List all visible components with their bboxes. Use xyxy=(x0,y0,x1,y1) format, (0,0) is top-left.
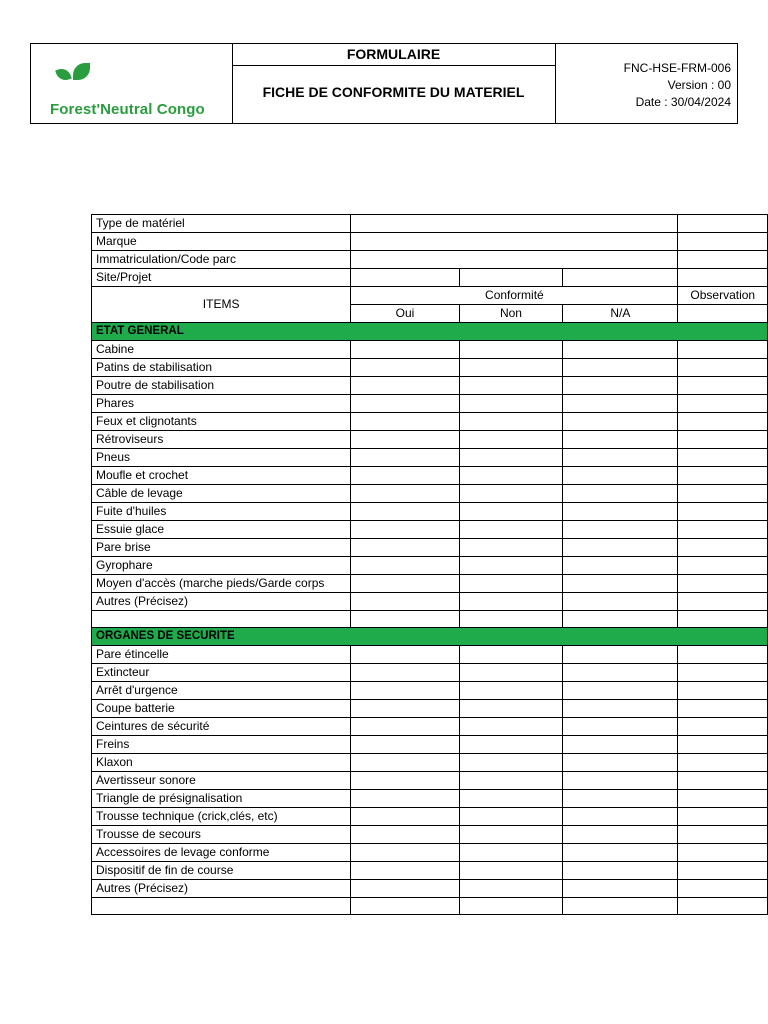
checklist-item-label: Freins xyxy=(92,736,351,754)
oui-checkbox-cell[interactable] xyxy=(351,700,459,718)
checklist-item-label: Autres (Précisez) xyxy=(92,593,351,611)
observation-field[interactable] xyxy=(678,305,768,323)
observation-field[interactable] xyxy=(678,880,768,898)
checklist-item-label: Pare brise xyxy=(92,539,351,557)
company-logo-text: Forest'Neutral Congo xyxy=(50,101,205,118)
info-extra-field[interactable] xyxy=(678,215,768,233)
observation-field[interactable] xyxy=(678,593,768,611)
checklist-item-label: Pneus xyxy=(92,449,351,467)
info-value-field[interactable] xyxy=(563,269,678,287)
observation-field[interactable] xyxy=(678,790,768,808)
info-value-field[interactable] xyxy=(351,251,678,269)
observation-field[interactable] xyxy=(678,700,768,718)
na-checkbox-cell[interactable] xyxy=(563,700,678,718)
checklist-item-label: Avertisseur sonore xyxy=(92,772,351,790)
observation-field[interactable] xyxy=(678,772,768,790)
leaf-icon xyxy=(55,66,72,83)
checklist-row xyxy=(92,682,768,700)
info-label: Immatriculation/Code parc xyxy=(92,251,351,269)
na-checkbox-cell[interactable] xyxy=(563,377,678,395)
oui-checkbox-cell[interactable] xyxy=(351,413,459,431)
checklist-item-label: Dispositif de fin de course xyxy=(92,862,351,880)
non-checkbox-cell[interactable] xyxy=(459,754,563,772)
checklist-row xyxy=(92,646,768,664)
blank-item-field[interactable] xyxy=(92,898,351,915)
na-checkbox-cell[interactable] xyxy=(563,844,678,862)
na-checkbox-cell[interactable] xyxy=(563,503,678,521)
info-label: Type de matériel xyxy=(92,215,351,233)
non-checkbox-cell[interactable] xyxy=(459,341,563,359)
oui-checkbox-cell[interactable] xyxy=(351,664,459,682)
checklist-row xyxy=(92,772,768,790)
na-checkbox-cell[interactable] xyxy=(563,485,678,503)
blank-row xyxy=(92,898,768,915)
checklist-item-label: Triangle de présignalisation xyxy=(92,790,351,808)
observation-field[interactable] xyxy=(678,377,768,395)
checklist-row xyxy=(92,557,768,575)
info-row xyxy=(92,251,768,269)
na-checkbox-cell[interactable] xyxy=(563,341,678,359)
checklist-row xyxy=(92,467,768,485)
checklist-row xyxy=(92,377,768,395)
checklist-item-label: Cabine xyxy=(92,341,351,359)
checklist-item-label: Fuite d'huiles xyxy=(92,503,351,521)
checklist-item-label: Moufle et crochet xyxy=(92,467,351,485)
info-row xyxy=(92,215,768,233)
na-checkbox-cell[interactable] xyxy=(563,467,678,485)
items-header: ITEMS xyxy=(92,287,351,323)
oui-header: Oui xyxy=(351,305,459,323)
checklist-row xyxy=(92,862,768,880)
logo-cell xyxy=(31,44,233,123)
info-label: Site/Projet xyxy=(92,269,351,287)
na-checkbox-cell[interactable] xyxy=(563,359,678,377)
column-header-row xyxy=(92,287,768,305)
na-checkbox-cell[interactable] xyxy=(563,826,678,844)
observation-field[interactable] xyxy=(678,611,768,628)
oui-checkbox-cell[interactable] xyxy=(351,449,459,467)
observation-field[interactable] xyxy=(678,826,768,844)
non-checkbox-cell[interactable] xyxy=(459,575,563,593)
na-checkbox-cell[interactable] xyxy=(563,862,678,880)
checklist-row xyxy=(92,413,768,431)
oui-checkbox-cell[interactable] xyxy=(351,377,459,395)
info-value-field[interactable] xyxy=(351,233,678,251)
checklist-row xyxy=(92,700,768,718)
checklist-row xyxy=(92,449,768,467)
checklist-row xyxy=(92,521,768,539)
observation-field[interactable] xyxy=(678,431,768,449)
oui-checkbox-cell[interactable] xyxy=(351,826,459,844)
info-value-field[interactable] xyxy=(351,269,459,287)
non-checkbox-cell[interactable] xyxy=(459,646,563,664)
oui-checkbox-cell[interactable] xyxy=(351,646,459,664)
checklist-row xyxy=(92,754,768,772)
oui-checkbox-cell[interactable] xyxy=(351,359,459,377)
title-cell xyxy=(232,44,556,123)
info-label: Marque xyxy=(92,233,351,251)
checklist-item-label: Accessoires de levage conforme xyxy=(92,844,351,862)
info-extra-field[interactable] xyxy=(678,233,768,251)
na-checkbox-cell[interactable] xyxy=(563,754,678,772)
checklist-item-label: Pare étincelle xyxy=(92,646,351,664)
oui-checkbox-cell[interactable] xyxy=(351,862,459,880)
non-checkbox-cell[interactable] xyxy=(459,395,563,413)
observation-field[interactable] xyxy=(678,682,768,700)
observation-field[interactable] xyxy=(678,898,768,915)
na-header: N/A xyxy=(563,305,678,323)
na-checkbox-cell[interactable] xyxy=(563,736,678,754)
non-checkbox-cell[interactable] xyxy=(459,736,563,754)
non-checkbox-cell[interactable] xyxy=(459,467,563,485)
checklist-row xyxy=(92,359,768,377)
na-checkbox-cell[interactable] xyxy=(563,431,678,449)
checklist-row xyxy=(92,503,768,521)
non-checkbox-cell[interactable] xyxy=(459,682,563,700)
oui-checkbox-cell[interactable] xyxy=(351,844,459,862)
checklist-row xyxy=(92,664,768,682)
non-header: Non xyxy=(459,305,563,323)
oui-checkbox-cell[interactable] xyxy=(351,772,459,790)
info-extra-field[interactable] xyxy=(678,269,768,287)
document-reference: FNC-HSE-FRM-006 xyxy=(623,61,731,75)
checklist-row xyxy=(92,593,768,611)
checklist-item-label: Klaxon xyxy=(92,754,351,772)
observation-field[interactable] xyxy=(678,736,768,754)
checklist-item-label: Poutre de stabilisation xyxy=(92,377,351,395)
na-checkbox-cell[interactable] xyxy=(563,395,678,413)
non-checkbox-cell[interactable] xyxy=(459,664,563,682)
oui-checkbox-cell[interactable] xyxy=(351,898,459,915)
observation-field[interactable] xyxy=(678,485,768,503)
checklist-row xyxy=(92,844,768,862)
oui-checkbox-cell[interactable] xyxy=(351,503,459,521)
checklist-item-label: Moyen d'accès (marche pieds/Garde corps xyxy=(92,575,351,593)
conformite-header: Conformité xyxy=(351,287,678,305)
conformity-table xyxy=(91,214,768,915)
info-value-field[interactable] xyxy=(351,215,678,233)
oui-checkbox-cell[interactable] xyxy=(351,557,459,575)
non-checkbox-cell[interactable] xyxy=(459,611,563,628)
oui-checkbox-cell[interactable] xyxy=(351,467,459,485)
observation-field[interactable] xyxy=(678,718,768,736)
non-checkbox-cell[interactable] xyxy=(459,700,563,718)
checklist-item-label: Autres (Précisez) xyxy=(92,880,351,898)
non-checkbox-cell[interactable] xyxy=(459,557,563,575)
na-checkbox-cell[interactable] xyxy=(563,718,678,736)
blank-item-field[interactable] xyxy=(92,611,351,628)
form-title: FICHE DE CONFORMITE DU MATERIEL xyxy=(262,84,525,100)
non-checkbox-cell[interactable] xyxy=(459,359,563,377)
na-checkbox-cell[interactable] xyxy=(563,664,678,682)
oui-checkbox-cell[interactable] xyxy=(351,790,459,808)
observation-field[interactable] xyxy=(678,413,768,431)
oui-checkbox-cell[interactable] xyxy=(351,575,459,593)
document-date: Date : 30/04/2024 xyxy=(635,95,731,109)
leaf-icon xyxy=(73,63,90,80)
non-checkbox-cell[interactable] xyxy=(459,539,563,557)
na-checkbox-cell[interactable] xyxy=(563,808,678,826)
na-checkbox-cell[interactable] xyxy=(563,521,678,539)
non-checkbox-cell[interactable] xyxy=(459,413,563,431)
checklist-row xyxy=(92,718,768,736)
observation-field[interactable] xyxy=(678,359,768,377)
observation-field[interactable] xyxy=(678,467,768,485)
blank-row xyxy=(92,611,768,628)
document-version: Version : 00 xyxy=(667,78,731,92)
observation-header: Observation xyxy=(678,287,768,305)
non-checkbox-cell[interactable] xyxy=(459,790,563,808)
checklist-item-label: Extincteur xyxy=(92,664,351,682)
reference-cell xyxy=(556,44,737,123)
section-title: ETAT GENERAL xyxy=(92,323,768,341)
oui-checkbox-cell[interactable] xyxy=(351,485,459,503)
oui-checkbox-cell[interactable] xyxy=(351,736,459,754)
checklist-row xyxy=(92,485,768,503)
section-header-row xyxy=(92,628,768,646)
oui-checkbox-cell[interactable] xyxy=(351,521,459,539)
observation-field[interactable] xyxy=(678,341,768,359)
observation-field[interactable] xyxy=(678,539,768,557)
oui-checkbox-cell[interactable] xyxy=(351,593,459,611)
non-checkbox-cell[interactable] xyxy=(459,862,563,880)
oui-checkbox-cell[interactable] xyxy=(351,611,459,628)
oui-checkbox-cell[interactable] xyxy=(351,880,459,898)
checklist-item-label: Rétroviseurs xyxy=(92,431,351,449)
observation-field[interactable] xyxy=(678,646,768,664)
oui-checkbox-cell[interactable] xyxy=(351,539,459,557)
checklist-item-label: Essuie glace xyxy=(92,521,351,539)
observation-field[interactable] xyxy=(678,395,768,413)
checklist-item-label: Ceintures de sécurité xyxy=(92,718,351,736)
observation-field[interactable] xyxy=(678,754,768,772)
non-checkbox-cell[interactable] xyxy=(459,808,563,826)
na-checkbox-cell[interactable] xyxy=(563,772,678,790)
non-checkbox-cell[interactable] xyxy=(459,521,563,539)
na-checkbox-cell[interactable] xyxy=(563,611,678,628)
na-checkbox-cell[interactable] xyxy=(563,449,678,467)
oui-checkbox-cell[interactable] xyxy=(351,718,459,736)
na-checkbox-cell[interactable] xyxy=(563,790,678,808)
na-checkbox-cell[interactable] xyxy=(563,413,678,431)
checklist-item-label: Câble de levage xyxy=(92,485,351,503)
info-extra-field[interactable] xyxy=(678,251,768,269)
non-checkbox-cell[interactable] xyxy=(459,898,563,915)
checklist-item-label: Gyrophare xyxy=(92,557,351,575)
oui-checkbox-cell[interactable] xyxy=(351,808,459,826)
document-header xyxy=(30,43,738,124)
checklist-row xyxy=(92,431,768,449)
na-checkbox-cell[interactable] xyxy=(563,682,678,700)
observation-field[interactable] xyxy=(678,557,768,575)
non-checkbox-cell[interactable] xyxy=(459,377,563,395)
na-checkbox-cell[interactable] xyxy=(563,880,678,898)
na-checkbox-cell[interactable] xyxy=(563,898,678,915)
non-checkbox-cell[interactable] xyxy=(459,844,563,862)
checklist-row xyxy=(92,341,768,359)
non-checkbox-cell[interactable] xyxy=(459,485,563,503)
checklist-item-label: Trousse de secours xyxy=(92,826,351,844)
observation-field[interactable] xyxy=(678,862,768,880)
info-row xyxy=(92,233,768,251)
observation-field[interactable] xyxy=(678,808,768,826)
checklist-row xyxy=(92,808,768,826)
checklist-item-label: Coupe batterie xyxy=(92,700,351,718)
checklist-row xyxy=(92,790,768,808)
oui-checkbox-cell[interactable] xyxy=(351,431,459,449)
form-label: FORMULAIRE xyxy=(232,44,555,66)
checklist-row xyxy=(92,826,768,844)
na-checkbox-cell[interactable] xyxy=(563,593,678,611)
checklist-item-label: Arrêt d'urgence xyxy=(92,682,351,700)
checklist-row xyxy=(92,575,768,593)
info-value-field[interactable] xyxy=(459,269,563,287)
info-row xyxy=(92,269,768,287)
non-checkbox-cell[interactable] xyxy=(459,880,563,898)
oui-checkbox-cell[interactable] xyxy=(351,341,459,359)
oui-checkbox-cell[interactable] xyxy=(351,682,459,700)
observation-field[interactable] xyxy=(678,575,768,593)
non-checkbox-cell[interactable] xyxy=(459,431,563,449)
na-checkbox-cell[interactable] xyxy=(563,646,678,664)
checklist-item-label: Feux et clignotants xyxy=(92,413,351,431)
oui-checkbox-cell[interactable] xyxy=(351,395,459,413)
checklist-row xyxy=(92,880,768,898)
checklist-row xyxy=(92,736,768,754)
oui-checkbox-cell[interactable] xyxy=(351,754,459,772)
non-checkbox-cell[interactable] xyxy=(459,503,563,521)
observation-field[interactable] xyxy=(678,664,768,682)
checklist-item-label: Trousse technique (crick,clés, etc) xyxy=(92,808,351,826)
checklist-item-label: Patins de stabilisation xyxy=(92,359,351,377)
na-checkbox-cell[interactable] xyxy=(563,539,678,557)
observation-field[interactable] xyxy=(678,844,768,862)
non-checkbox-cell[interactable] xyxy=(459,449,563,467)
na-checkbox-cell[interactable] xyxy=(563,575,678,593)
observation-field[interactable] xyxy=(678,449,768,467)
checklist-item-label: Phares xyxy=(92,395,351,413)
checklist-row xyxy=(92,395,768,413)
section-header-row xyxy=(92,323,768,341)
na-checkbox-cell[interactable] xyxy=(563,557,678,575)
observation-field[interactable] xyxy=(678,503,768,521)
non-checkbox-cell[interactable] xyxy=(459,593,563,611)
non-checkbox-cell[interactable] xyxy=(459,826,563,844)
non-checkbox-cell[interactable] xyxy=(459,772,563,790)
observation-field[interactable] xyxy=(678,521,768,539)
non-checkbox-cell[interactable] xyxy=(459,718,563,736)
checklist-row xyxy=(92,539,768,557)
section-title: ORGANES DE SECURITE xyxy=(92,628,768,646)
